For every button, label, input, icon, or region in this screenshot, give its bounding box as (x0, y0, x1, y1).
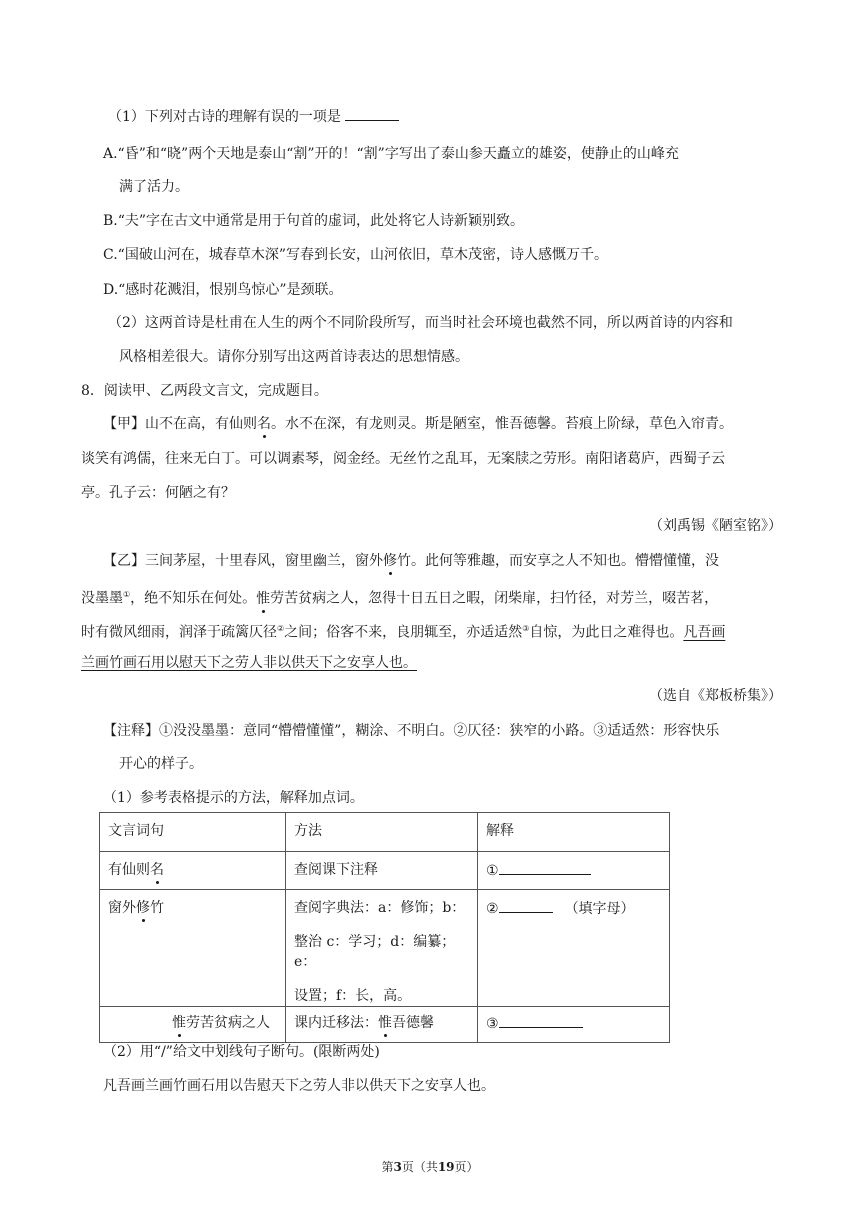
answer-blank[interactable] (345, 106, 399, 121)
footer-text: 页（共 (401, 1160, 438, 1174)
table-cell (478, 1007, 670, 1043)
passage-jia-line-3: 亭。孔子云：何陋之有？ (81, 485, 235, 501)
question-8-part-2: （2）用“/”给文中划线句子断句。(限断两处) (103, 1044, 380, 1060)
cell-text: 查阅字典法：a：修饰；b： (294, 900, 466, 916)
footer-text: 第 (381, 1160, 394, 1174)
dotted-word: 名 (257, 416, 271, 432)
question-7-part-2-line-2: 风格相差很大。请你分别写出这两首诗表达的思想情感。 (119, 349, 469, 365)
table-cell (286, 890, 478, 1007)
question-7-part-2-line-1: （2）这两首诗是杜甫在人生的两个不同阶段所写，而当时社会环境也截然不同，所以两首诗的内容和 (108, 315, 733, 331)
option-b: B.“夫”字在古文中通常是用于句首的虚词，此处将它人诗新颖别致。 (103, 213, 525, 229)
dotted-word: 名 (150, 862, 164, 878)
passage-text: 之间；俗客不来，良朋辄至，亦适适然 (284, 624, 523, 641)
dotted-word: 惟 (378, 1015, 392, 1031)
cell-text: ① (486, 863, 499, 879)
question-8-part-1: （1）参考表格提示的方法，解释加点词。 (103, 790, 364, 806)
passage-jia-source: （刘禹锡《陋室铭》） (649, 518, 782, 534)
table-header-cell: 文言词句 (100, 813, 286, 852)
annotation-line-1: 【注释】①没没墨墨：意同“懵懵懂懂”，糊涂、不明白。②仄径：狭窄的小路。③适适然：形容快乐 (103, 723, 720, 739)
dotted-word: 惟 (256, 590, 271, 607)
dotted-word: 惟 (172, 1015, 186, 1031)
underlined-sentence: 凡吾画 (683, 624, 726, 641)
option-a-line-2: 满了活力。 (119, 179, 189, 195)
table-cell (478, 890, 670, 1007)
passage-text: 。水不在深，有龙则灵。斯是陋室，惟吾德馨。苔痕上阶绿，草色入帘青。 (271, 416, 733, 432)
table-header-row (100, 813, 670, 852)
note-marker: ③ (522, 624, 530, 633)
passage-jia-line-2: 谈笑有鸿儒，往来无白丁。可以调素琴，阅金经。无丝竹之乱耳，无案牍之劳形。南阳诸葛庐，西蜀子云 (81, 451, 725, 467)
cell-text: 劳苦贫病之人 (186, 1015, 270, 1031)
answer-blank[interactable] (499, 860, 591, 875)
cell-text: 课内迁移法： (294, 1015, 378, 1031)
note-marker: ① (123, 590, 131, 599)
passage-yi-line-3 (81, 619, 725, 643)
table-row (100, 890, 670, 1007)
option-c: C.“国破山河在，城春草木深”写春到长安，山河依旧，草木茂密，诗人感慨万千。 (103, 247, 608, 263)
table-cell (100, 890, 286, 1007)
table-header-cell: 解释 (478, 813, 670, 852)
table-cell: 查阅课下注释 (286, 852, 478, 890)
table-cell (478, 852, 670, 890)
cell-text: 有仙则 (108, 862, 150, 878)
cell-text: 窗外 (108, 900, 136, 916)
table-row (100, 1007, 670, 1043)
dotted-word: 修 (383, 553, 397, 569)
cell-text: ③ (486, 1016, 499, 1032)
option-a-line-1: A.“昏”和“晓”两个天地是泰山“割”开的！“割”字写出了泰山参天矗立的雄姿，使静止的山峰充 (103, 146, 679, 162)
table-cell (100, 852, 286, 890)
underlined-sentence-line-2: 兰画竹画石用以慰天下之劳人非以供天下之安享人也。 (81, 655, 417, 671)
dotted-word: 修 (136, 900, 150, 916)
vocabulary-table (99, 812, 670, 1043)
option-d: D.“感时花溅泪，恨别鸟惊心”是颈联。 (103, 282, 343, 298)
cell-text: 设置；f：长，高。 (294, 988, 412, 1004)
annotation-line-2: 开心的样子。 (119, 756, 203, 772)
table-cell (286, 1007, 478, 1043)
question-8-title: 8．阅读甲、乙两段文言文，完成题目。 (81, 383, 328, 399)
sentence-to-punctuate: 凡吾画兰画竹画石用以告慰天下之劳人非以供天下之安享人也。 (103, 1078, 495, 1094)
cell-hint: （填字母） (564, 901, 635, 917)
table-row (100, 852, 670, 890)
passage-text: 时有微风细雨，润泽于疏篱仄径 (81, 624, 277, 641)
passage-text: ，绝不知乐在何处。 (130, 590, 257, 607)
cell-text: ② (486, 901, 499, 917)
table-cell (100, 1007, 286, 1043)
answer-blank[interactable] (499, 898, 553, 913)
page-footer (0, 1158, 860, 1175)
passage-text: 劳苦贫病之人，忽得十日五日之暇，闭柴扉，扫竹径，对芳兰，啜苦茗， (270, 590, 719, 607)
passage-text: 没墨墨 (81, 590, 123, 607)
question-text: （1）下列对古诗的理解有误的一项是 (108, 109, 341, 125)
cell-text: 吾德馨 (392, 1015, 434, 1031)
passage-text: 【乙】三间茅屋，十里春风，窗里幽兰，窗外 (103, 553, 383, 569)
passage-jia-line-1 (103, 414, 733, 434)
passage-yi-line-2 (81, 585, 718, 609)
cell-text: 竹 (150, 900, 164, 916)
passage-yi-source: （选自《郑板桥集》） (649, 688, 782, 704)
passage-text: 竹。此何等雅趣，而安享之人不知也。懵懵懂懂，没 (397, 553, 719, 569)
total-pages: 19 (437, 1160, 455, 1174)
table-header-cell: 方法 (286, 813, 478, 852)
passage-text: 自惊，为此日之难得也。 (529, 624, 684, 641)
footer-text: 页） (454, 1160, 479, 1174)
answer-blank[interactable] (499, 1013, 583, 1028)
question-7-part-1 (108, 106, 399, 127)
note-marker: ② (277, 624, 285, 633)
cell-text: 整治 c：学习；d：编纂；e： (294, 934, 456, 970)
passage-text: 【甲】山不在高，有仙则 (103, 416, 257, 432)
passage-yi-line-1 (103, 551, 719, 571)
page-number: 3 (393, 1160, 402, 1174)
